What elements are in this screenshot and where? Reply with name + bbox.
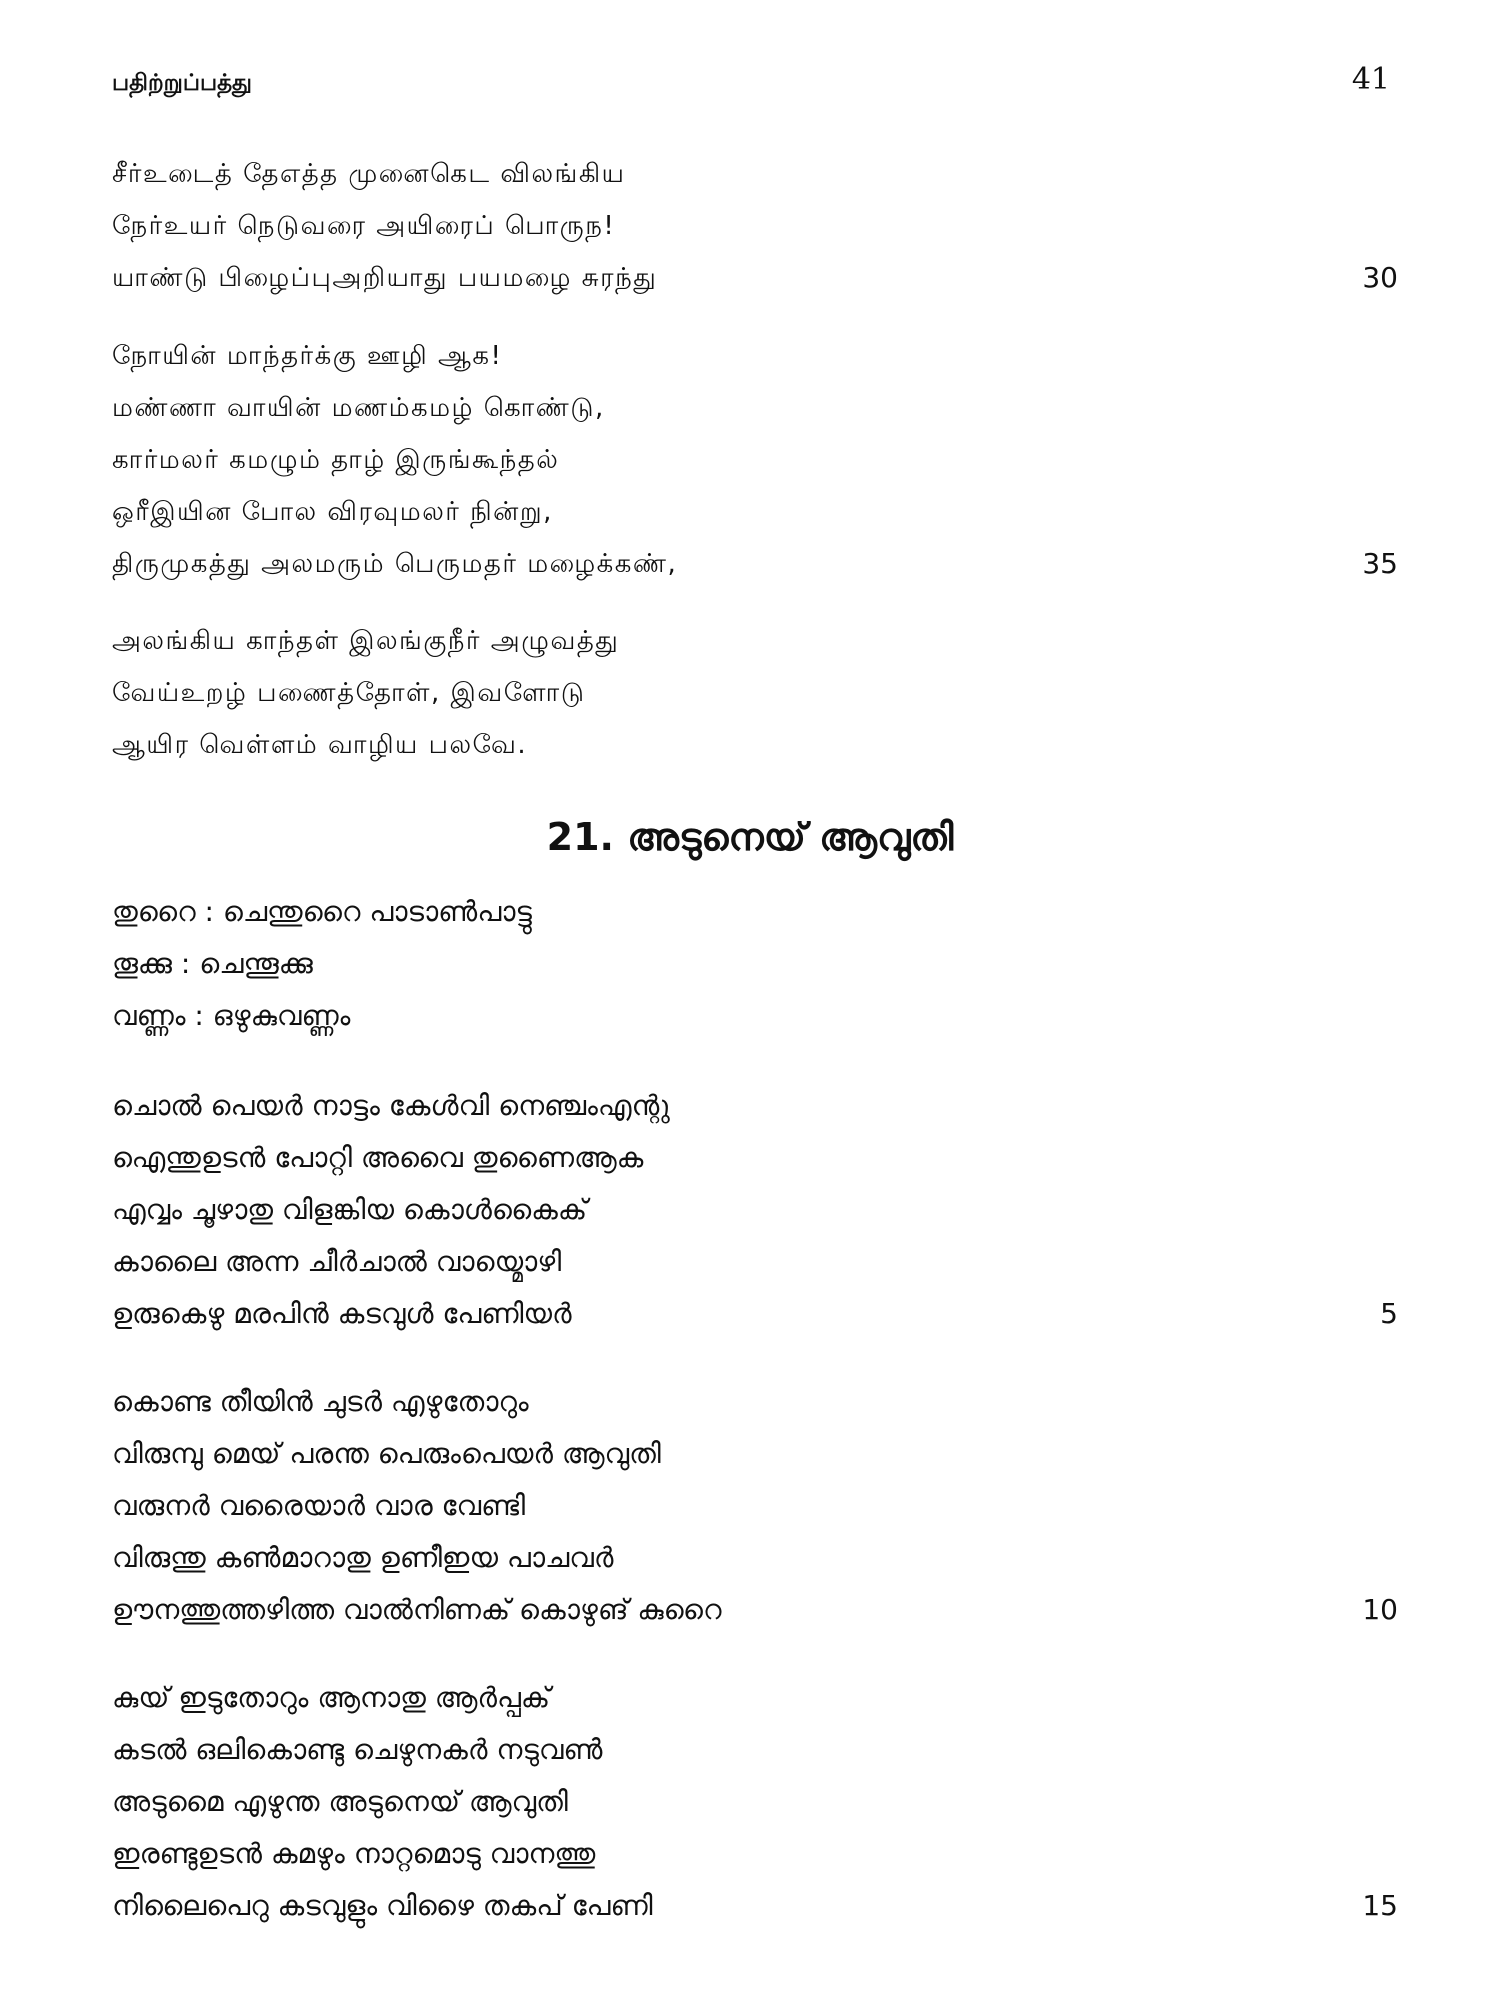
section-meta xyxy=(112,886,1398,1042)
page-number: 41 xyxy=(1351,62,1390,97)
verse-line: വിരുമ്പു മെയ് പരന്ത പെരുംപെയർ ആവുതി xyxy=(112,1437,661,1470)
line-number: 5 xyxy=(1380,1297,1398,1330)
verse-line: അടുമൈ എഴുന്ത അടുനെയ് ആവുതി xyxy=(112,1785,568,1818)
verse-line: കൊണ്ട തീയിൻ ചുടർ എഴുതോറും xyxy=(112,1385,529,1418)
meta-line: തൂക്കു : ചെന്തൂക്കു xyxy=(112,947,313,980)
meta-line: വണ്ണം : ഒഴുകുവണ്ണം xyxy=(112,999,351,1032)
running-title: பதிற்றுப்பத்து xyxy=(112,70,252,96)
stanza xyxy=(112,1672,1398,1932)
meta-line: തുറൈ : ചെന്തുറൈ പാടാൺപാട്ടു xyxy=(112,895,532,928)
verse-line: ഇരണ്ടുഉടൻ കമഴും നാറ്റമൊടു വാനത്തു xyxy=(112,1837,596,1870)
verse-line: சீர்உடைத் தேஎத்த முனைகெட விலங்கிய xyxy=(112,159,626,189)
line-number: 10 xyxy=(1362,1593,1398,1626)
verse-line: வேய்உறழ் பணைத்தோள், இவளோடு xyxy=(112,678,586,708)
verse-line: നിലൈപെറു കടവുളും വിഴൈ തകപ് പേണി 15 xyxy=(112,1880,1398,1932)
verse-line: വരുനർ വരൈയാർ വാര വേണ്ടി xyxy=(112,1489,526,1522)
verse-line: കുയ് ഇടുതോറും ആനാതു ആർപ്പക് xyxy=(112,1681,551,1714)
verse-line: എവ്വം ചൂഴാതു വിളങ്കിയ കൊൾകൈക് xyxy=(112,1193,588,1226)
stanza xyxy=(112,1080,1398,1340)
verse-line: ஒரீஇயின போல விரவுமலர் நின்று, xyxy=(112,497,553,527)
verse-line: கார்மலர் கமழும் தாழ் இருங்கூந்தல் xyxy=(112,445,560,475)
verse-line: நோயின் மாந்தர்க்கு ஊழி ஆக! xyxy=(112,341,503,371)
verse-line: அலங்கிய காந்தள் இலங்குநீர் அழுவத்து xyxy=(112,626,620,656)
verse-line: ഐന്തുഉടൻ പോറ്റി അവൈ തുണൈആക xyxy=(112,1141,644,1174)
verse-line: ചൊൽ പെയർ നാട്ടം കേൾവി നെഞ്ചംഎന്റു xyxy=(112,1089,670,1122)
verse-line: ഊനത്തുത്തഴിത്ത വാൽനിണക് കൊഴുങ് കുറൈ 10 xyxy=(112,1584,1398,1636)
verse-line: ஆயிர வெள்ளம் வாழிய பலவே. xyxy=(112,730,528,760)
verse-line: யாண்டு பிழைப்புஅறியாது பயமழை சுரந்து 30 xyxy=(112,252,1398,304)
stanza xyxy=(112,1376,1398,1636)
verse-line: ഉരുകെഴു മരപിൻ കടവുൾ പേണിയർ 5 xyxy=(112,1288,1398,1340)
stanza xyxy=(112,148,1398,304)
verse-line: വിരുന്തു കൺമാറാതു ഉണീഇയ പാചവർ xyxy=(112,1541,614,1574)
section-title: 21. അടുനെയ് ആവുതി xyxy=(546,815,954,859)
line-number: 30 xyxy=(1362,261,1398,294)
line-number: 15 xyxy=(1362,1889,1398,1922)
line-number: 35 xyxy=(1362,547,1398,580)
stanza xyxy=(112,330,1398,590)
verse-line: திருமுகத்து அலமரும் பெருமதர் மழைக்கண், 35 xyxy=(112,538,1398,590)
verse-line: കടൽ ഒലികൊണ്ടു ചെഴുനകർ നടുവൺ xyxy=(112,1733,603,1766)
stanza xyxy=(112,615,1398,771)
verse-line: நேர்உயர் நெடுவரை அயிரைப் பொருந! xyxy=(112,211,616,241)
verse-line: மண்ணா வாயின் மணம்கமழ் கொண்டு, xyxy=(112,393,605,423)
verse-line: കാലൈ അന്ന ചീർചാൽ വായ്മൊഴി xyxy=(112,1245,562,1278)
